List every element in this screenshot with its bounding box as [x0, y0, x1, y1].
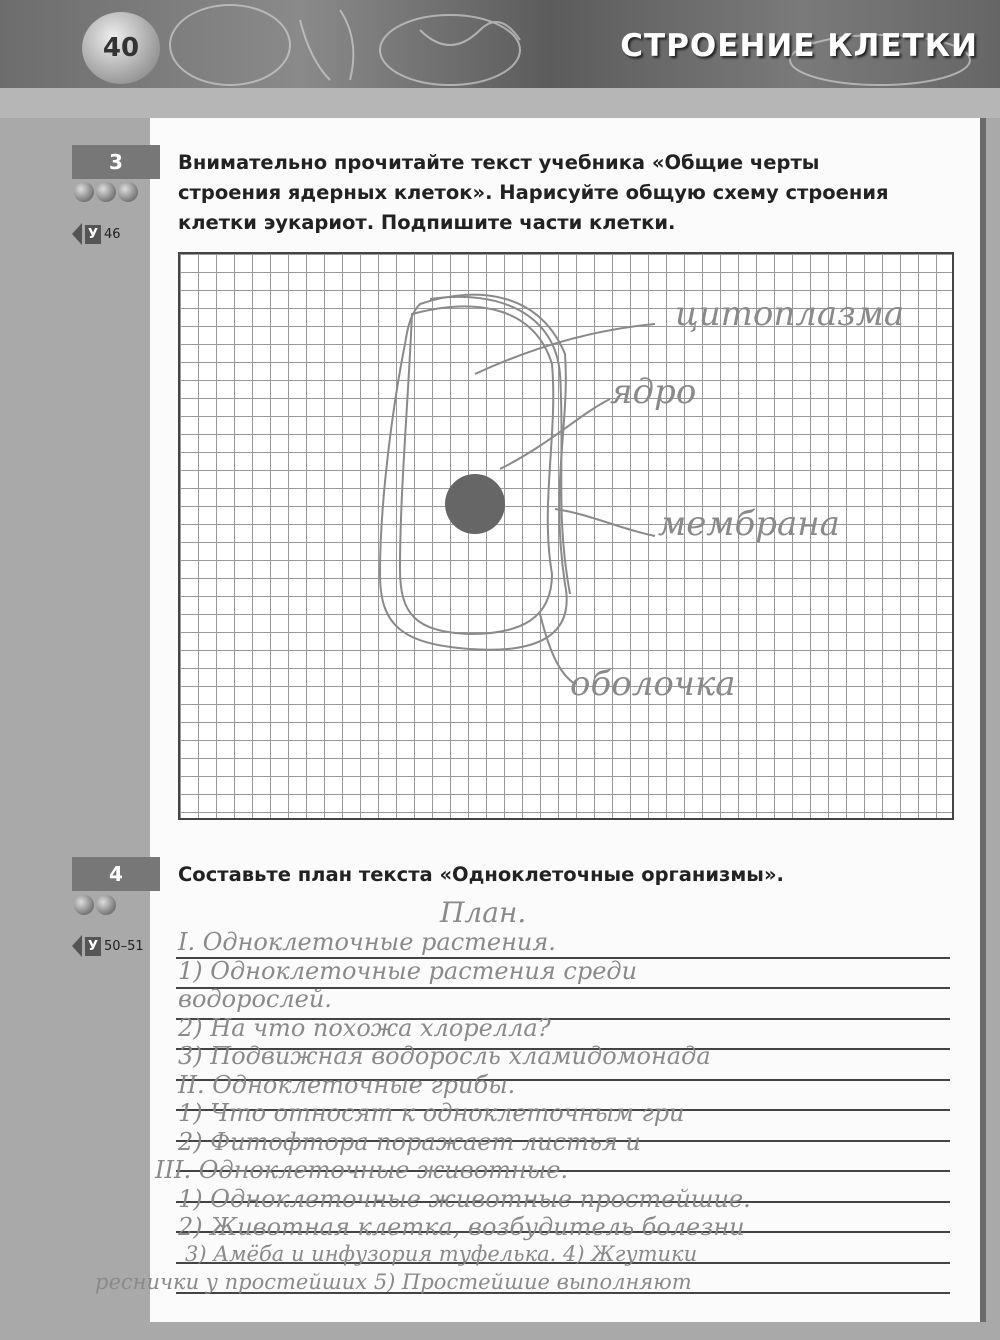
plan-item: II. Одноклеточные грибы.: [178, 1070, 516, 1099]
header-strip: [0, 88, 1000, 118]
plan-item: 2) Фитофтора поражает листья и: [178, 1127, 641, 1156]
label-nucleus: ядро: [610, 372, 697, 412]
plan-title: План.: [440, 896, 527, 929]
difficulty-dot-icon: [118, 182, 138, 202]
difficulty-dot-icon: [74, 895, 94, 915]
task-text: Внимательно прочитайте текст учебника «Общие черты строения ядерных клеток». Нарисуйте общую схему строения клетки эукариот. Подпишите части клетки.: [178, 151, 889, 234]
nucleus-shape: [445, 474, 505, 534]
difficulty-dots: [74, 182, 138, 202]
task-number-badge: 4: [72, 857, 160, 891]
task-number-badge: 3: [72, 145, 160, 179]
plan-item: 3) Амёба и инфузория туфелька. 4) Жгутики: [185, 1241, 698, 1266]
plan-item: I. Одноклеточные растения.: [178, 928, 556, 956]
label-membrane: мембрана: [658, 504, 840, 544]
plan-item: реснички у простейших 5) Простейшие выполняют: [95, 1270, 692, 1294]
difficulty-dot-icon: [96, 182, 116, 202]
plan-item: 3) Подвижная водоросль хламидомонада: [178, 1042, 711, 1070]
label-cell-wall: оболочка: [570, 664, 736, 704]
reference-pages: 46: [104, 226, 121, 242]
difficulty-dot-icon: [96, 895, 116, 915]
header-banner: [0, 0, 1000, 88]
plan-item: 1) Одноклеточные животные простейшие.: [178, 1184, 751, 1213]
page-number: 40: [82, 12, 160, 84]
textbook-icon: У: [85, 937, 101, 956]
arrow-left-icon: [72, 935, 82, 957]
plan-item: 2) На что похожа хлорелла?: [178, 1013, 551, 1042]
plan-item: 1) Что относят к одноклеточным гри: [178, 1099, 685, 1127]
page-title: СТРОЕНИЕ КЛЕТКИ: [620, 28, 978, 64]
arrow-left-icon: [72, 223, 82, 245]
reference-pages: 50–51: [104, 938, 144, 954]
plan-item: III. Одноклеточные животные.: [155, 1156, 569, 1184]
difficulty-dot-icon: [74, 182, 94, 202]
drawing-grid: [178, 252, 954, 820]
difficulty-dots: [74, 895, 116, 915]
plan-item: 2) Животная клетка, возбудитель болезни: [178, 1213, 745, 1241]
task-text: Составьте план текста «Одноклеточные организмы».: [178, 863, 784, 886]
plan-item: водорослей.: [178, 985, 332, 1013]
label-cytoplasm: цитоплазма: [675, 294, 905, 334]
textbook-reference: [72, 223, 121, 245]
textbook-icon: У: [85, 225, 101, 244]
plan-item: 1) Одноклеточные растения среди: [178, 956, 638, 985]
textbook-reference: [72, 935, 144, 957]
